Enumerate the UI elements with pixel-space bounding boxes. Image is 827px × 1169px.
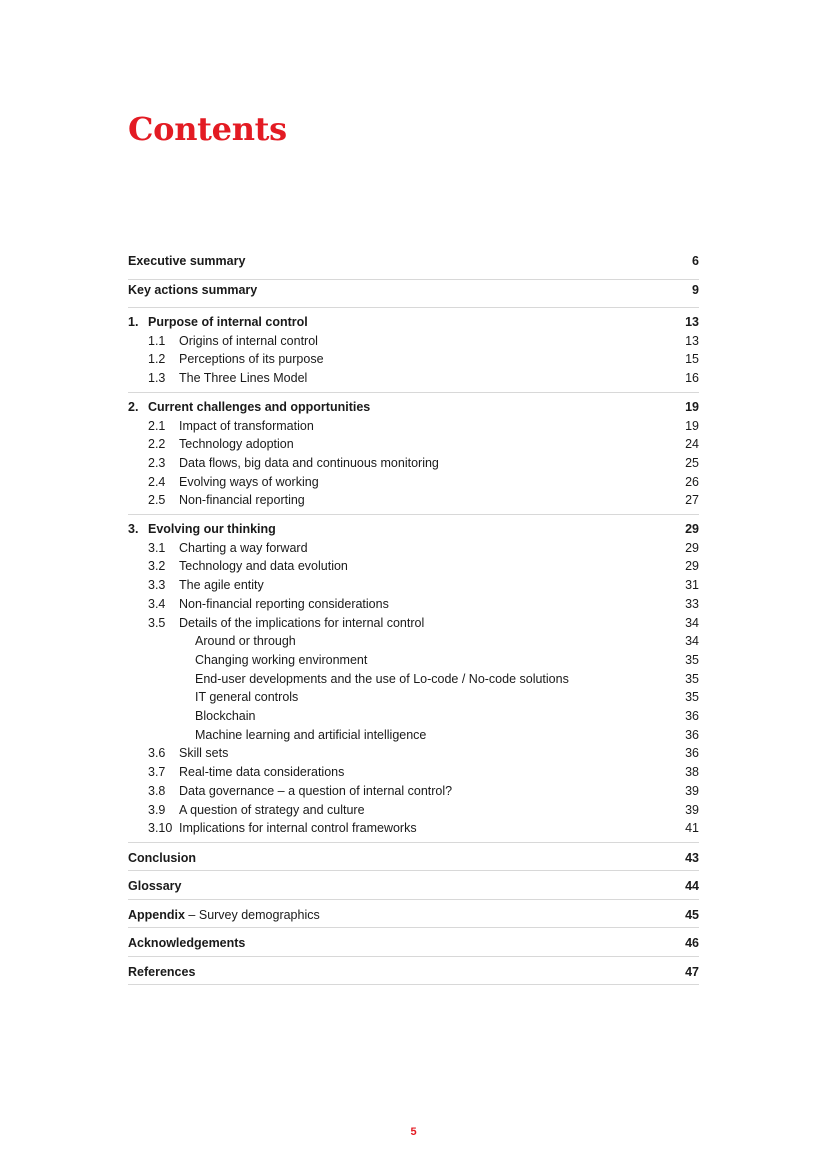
subsubentry-label: Blockchain xyxy=(195,709,256,724)
subentry-number: 2.1 xyxy=(148,418,166,433)
toc-section-heading[interactable] xyxy=(128,313,699,332)
subsubentry-label: IT general controls xyxy=(195,690,299,705)
subsubentry-page: 35 xyxy=(685,671,699,686)
subentry-label: Details of the implications for internal control xyxy=(179,615,425,630)
page-number: 5 xyxy=(410,1126,417,1138)
toc-subentry[interactable] xyxy=(128,614,699,633)
toc-subentry[interactable] xyxy=(128,454,699,473)
subentry-number: 1.1 xyxy=(148,333,166,348)
subentry-page: 15 xyxy=(685,352,699,367)
subentry-page: 19 xyxy=(685,418,699,433)
toc-section-2 xyxy=(128,393,699,515)
subsubentry-label: Machine learning and artificial intelligence xyxy=(195,727,427,742)
subentry-page: 36 xyxy=(685,746,699,761)
toc-subentry[interactable] xyxy=(128,819,699,838)
subentry-number: 3.5 xyxy=(148,615,166,630)
toc-section-heading[interactable] xyxy=(128,398,699,417)
subentry-number: 3.7 xyxy=(148,765,166,780)
subentry-label: Real-time data considerations xyxy=(179,765,345,780)
toc-entry-key-actions-summary[interactable] xyxy=(128,280,699,309)
toc-subentry[interactable] xyxy=(128,369,699,388)
subentry-number: 3.6 xyxy=(148,746,166,761)
toc-subentry[interactable] xyxy=(128,435,699,454)
toc-section-3 xyxy=(128,515,699,843)
subentry-page: 24 xyxy=(685,437,699,452)
subentry-page: 25 xyxy=(685,455,699,470)
toc-subentry[interactable] xyxy=(128,744,699,763)
subsubentry-label: Around or through xyxy=(195,634,296,649)
section-number: 3. xyxy=(128,522,139,537)
section-page: 29 xyxy=(685,522,699,537)
toc-subentry[interactable] xyxy=(128,473,699,492)
subentry-page: 29 xyxy=(685,540,699,555)
subentry-label: Origins of internal control xyxy=(179,333,318,348)
toc-entry-label: Appendix xyxy=(128,907,185,922)
subsubentry-label: Changing working environment xyxy=(195,652,368,667)
toc-entry-label: Glossary xyxy=(128,879,182,894)
toc-subentry[interactable] xyxy=(128,576,699,595)
subsubentry-page: 34 xyxy=(685,634,699,649)
toc-entry-executive-summary[interactable] xyxy=(128,251,699,280)
toc-entry-page: 43 xyxy=(685,850,699,865)
toc-subentry[interactable] xyxy=(128,350,699,369)
subentry-label: Charting a way forward xyxy=(179,540,308,555)
toc-subentry[interactable] xyxy=(128,332,699,351)
toc-subentry[interactable] xyxy=(128,557,699,576)
toc-subsubentry[interactable] xyxy=(128,726,699,745)
toc-entry-acknowledgements[interactable] xyxy=(128,928,699,957)
page-title: Contents xyxy=(128,110,287,148)
subentry-label: Skill sets xyxy=(179,746,229,761)
subentry-label: Perceptions of its purpose xyxy=(179,352,324,367)
subentry-page: 26 xyxy=(685,474,699,489)
subentry-label: Implications for internal control frameworks xyxy=(179,821,417,836)
subentry-page: 33 xyxy=(685,596,699,611)
subentry-number: 1.3 xyxy=(148,371,166,386)
toc-entry-page: 6 xyxy=(692,254,699,268)
subsubentry-page: 36 xyxy=(685,709,699,724)
toc-subsubentry[interactable] xyxy=(128,707,699,726)
subentry-page: 31 xyxy=(685,578,699,593)
subentry-label: Impact of transformation xyxy=(179,418,314,433)
subsubentry-page: 35 xyxy=(685,652,699,667)
toc-subentry[interactable] xyxy=(128,763,699,782)
toc-entry-page: 45 xyxy=(685,907,699,922)
toc-entry-conclusion[interactable] xyxy=(128,843,699,872)
toc-subentry[interactable] xyxy=(128,595,699,614)
subentry-page: 41 xyxy=(685,821,699,836)
subentry-page: 34 xyxy=(685,615,699,630)
subentry-label: Technology adoption xyxy=(179,437,294,452)
toc-entry-page: 46 xyxy=(685,936,699,951)
subentry-label: Data flows, big data and continuous monitoring xyxy=(179,455,439,470)
toc-subsubentry[interactable] xyxy=(128,670,699,689)
section-label: Purpose of internal control xyxy=(148,315,308,329)
section-page: 13 xyxy=(685,315,699,329)
toc-subsubentry[interactable] xyxy=(128,632,699,651)
toc-entry-page: 9 xyxy=(692,282,699,297)
subentry-label: Non-financial reporting xyxy=(179,493,305,508)
subentry-label: Evolving ways of working xyxy=(179,474,319,489)
toc-entry-page: 44 xyxy=(685,879,699,894)
subentry-label: The Three Lines Model xyxy=(179,371,308,386)
subentry-page: 13 xyxy=(685,333,699,348)
section-label: Current challenges and opportunities xyxy=(148,399,371,414)
subentry-number: 2.3 xyxy=(148,455,166,470)
subentry-label: Non-financial reporting considerations xyxy=(179,596,389,611)
subentry-number: 3.4 xyxy=(148,596,166,611)
subentry-number: 3.10 xyxy=(148,821,173,836)
section-page: 19 xyxy=(685,399,699,414)
toc-subentry[interactable] xyxy=(128,801,699,820)
toc-entry-references[interactable] xyxy=(128,957,699,986)
subsubentry-page: 35 xyxy=(685,690,699,705)
toc-subentry[interactable] xyxy=(128,539,699,558)
subentry-page: 38 xyxy=(685,765,699,780)
subentry-number: 3.8 xyxy=(148,783,166,798)
toc-subentry[interactable] xyxy=(128,782,699,801)
toc-entry-label: Executive summary xyxy=(128,254,246,268)
subentry-page: 39 xyxy=(685,783,699,798)
subentry-label: Data governance – a question of internal control? xyxy=(179,783,453,798)
toc-entry-label: Acknowledgements xyxy=(128,936,246,951)
toc-entry-page: 47 xyxy=(685,964,699,979)
table-of-contents xyxy=(128,251,699,985)
subentry-label: The agile entity xyxy=(179,578,264,593)
subentry-number: 3.9 xyxy=(148,802,166,817)
subentry-number: 1.2 xyxy=(148,352,166,367)
section-label: Evolving our thinking xyxy=(148,522,276,537)
subentry-number: 2.5 xyxy=(148,493,166,508)
toc-entry-label: Key actions summary xyxy=(128,282,258,297)
toc-subentry[interactable] xyxy=(128,417,699,436)
toc-entry-label-suffix: – Survey demographics xyxy=(184,907,320,922)
toc-section-1 xyxy=(128,308,699,393)
subentry-page: 29 xyxy=(685,559,699,574)
toc-entry-glossary[interactable] xyxy=(128,871,699,900)
section-number: 2. xyxy=(128,399,139,414)
subsubentry-label: End-user developments and the use of Lo-code / No-code solutions xyxy=(195,671,569,686)
subentry-label: Technology and data evolution xyxy=(179,559,348,574)
subentry-number: 3.2 xyxy=(148,559,166,574)
subentry-page: 39 xyxy=(685,802,699,817)
section-number: 1. xyxy=(128,315,139,329)
toc-entry-label-group xyxy=(128,906,685,924)
toc-subsubentry[interactable] xyxy=(128,688,699,707)
toc-subentry[interactable] xyxy=(128,491,699,510)
subentry-page: 27 xyxy=(685,493,699,508)
subentry-number: 2.4 xyxy=(148,474,166,489)
subentry-page: 16 xyxy=(685,371,699,386)
toc-entry-appendix[interactable] xyxy=(128,900,699,929)
toc-section-heading[interactable] xyxy=(128,520,699,539)
toc-subsubentry[interactable] xyxy=(128,651,699,670)
subsubentry-page: 36 xyxy=(685,727,699,742)
subentry-number: 2.2 xyxy=(148,437,166,452)
subentry-number: 3.1 xyxy=(148,540,166,555)
toc-entry-label: References xyxy=(128,964,196,979)
subentry-label: A question of strategy and culture xyxy=(179,802,365,817)
toc-entry-label: Conclusion xyxy=(128,850,197,865)
subentry-number: 3.3 xyxy=(148,578,166,593)
